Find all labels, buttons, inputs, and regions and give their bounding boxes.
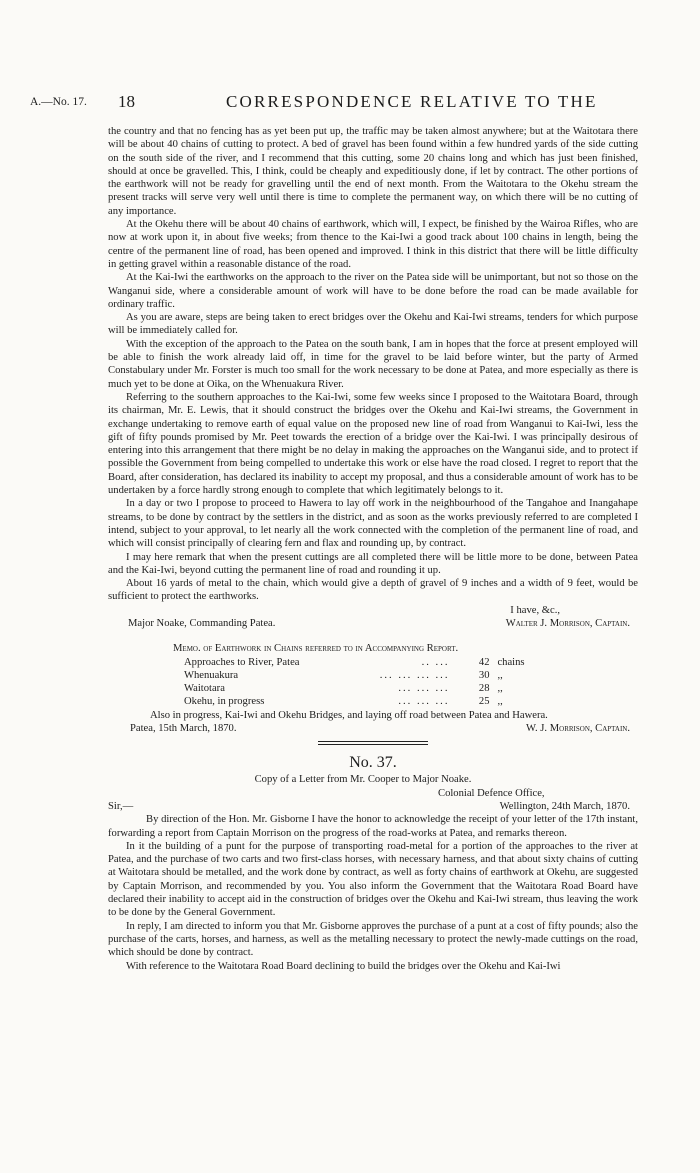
letter1-paragraph: Referring to the southern approaches to the Kai-Iwi, some few weeks since I proposed to the Waitotara Board, through its chairman, Mr. E. Lewis, that it should construct the bridges over the Okehu and Kai-Iwi streams, the Government in exchange undertaking to remove earth of equal value on the proposed new line of road from Wanganui to Kai-Iwi, less the gift of fifty pounds promised by Mr. Peet towards the erection of a bridge over the Kai-Iwi. I was principally desirous of entering into this arrangement that there might be no delay in making the approaches on the Wanganui side, and to protect if possible the Government from being compelled to undertake this work or else have the road closed. I regret to report that the Board, after consideration, has declared its inability to accept my proposal, and thus a considerable amount of work has to be undertaken by a force hardly strong enough to complete that which legitimately belongs to it. [108,391,638,497]
memo-row [184,669,525,682]
letter2-heading: Copy of a Letter from Mr. Cooper to Major Noake. [254,774,472,786]
letter1-closing: I have, &c., [510,604,560,616]
letter1-paragraph: At the Okehu there will be about 40 chains of earthwork, which will, I expect, be finished by the Wairoa Rifles, who are now at work upon it, in about five weeks; from thence to the Kai-Iwi a good track about 100 chains in length, being the centre of the permanent line of road, has been opened and improved. I think in this district that there will be little difficulty in getting gravel within a reasonable distance of the road. [108,219,638,270]
memo-label: Okehu, in progress [184,696,265,708]
letter1-paragraph: the country and that no fencing has as yet been put up, the traffic may be taken almost anywhere; but at the Waitotara there will be about 40 chains of cutting to protect. A bed of gravel has been found within a few hundred yards of the side cutting on the south side of the river, and I recommend that this cutting, some 20 chains long and which has just been finished, should at once be gravelled. This, I think, could be cheaply and expeditiously done, if let by contract. The other portions of the earthwork will not be ready for gravelling until the end of next month. From the Waitotara to the Okehu stream the present tracks will serve very well until there is time to complete the permanent way, on which there will be no cutting of any importance. [108,126,638,217]
letter1-paragraph: I may here remark that when the present cuttings are all completed there will be little more to be done, between Patea and the Kai-Iwi, beyond cutting the permanent line of road and rounding it up. [108,551,638,576]
memo-place-date: Patea, 15th March, 1870. [130,723,237,735]
memo-label: Waitotara [184,683,225,695]
letter2-salutation: Sir,— [108,800,134,812]
memo-title: Memo. of Earthwork in Chains referred to in Accompanying Report. [173,643,459,655]
memo-unit: ,, [497,669,503,681]
memo-signature-line [108,722,638,735]
page-header [30,92,670,114]
letter2-paragraph: In it the building of a punt for the purpose of transporting road-metal for a portion of the approaches to the river at Patea, and the purchase of two carts and two first-class horses, with necessary harness, and that about sixty chains of cutting at Waitotara should be metalled, and the work done by contract, as well as forty chains of earthwork at Okehu, are suggested by Captain Morrison, and recommended by you. You also inform the Government that the Waitotara Road Board have declared their inability to accept aid in the construction of bridges over the Okehu and Kai-Iwi stream, thus leaving the work to be done by the General Government. [108,840,638,919]
letter1-paragraph: At the Kai-Iwi the earthworks on the approach to the river on the Patea side will be unimportant, but not so those on the Wanganui side, where a considerable amount of work will have to be done before the road can be made available for ordinary traffic. [108,272,638,310]
running-title: CORRESPONDENCE RELATIVE TO THE [226,92,598,111]
memo-leader: ... ... ... ... [379,669,450,681]
memo-note: Also in progress, Kai-Iwi and Okehu Bridges, and laying off road between Patea and Hawera. [150,709,548,721]
section-divider-thin [318,744,428,745]
series-number: A.—No. 17. [30,96,87,108]
memo-label: Whenuakura [184,669,239,681]
memo-leader: .. ... [421,656,450,668]
memo-value: 30 [478,669,490,681]
memo-row [184,656,525,669]
letter1-paragraph: About 16 yards of metal to the chain, which would give a depth of gravel of 9 inches and a width of 9 feet, would be sufficient to protect the earthworks. [108,578,638,603]
memo-value: 42 [478,656,490,668]
letter1-signature-line [108,617,638,630]
letter1-signature: Walter J. Morrison, Captain. [505,617,630,629]
page-body [108,125,638,973]
memo-table [184,656,525,709]
memo-row [184,682,525,695]
letter1-addressee: Major Noake, Commanding Patea. [128,617,276,629]
memo-signature: W. J. Morrison, Captain. [525,723,630,735]
letter1-paragraph: As you are aware, steps are being taken to erect bridges over the Okehu and Kai-Iwi streams, tenders for which purpose will be immediately called for. [108,312,638,337]
memo-unit: chains [497,656,525,668]
document-number: No. 37. [349,754,397,772]
memo-leader: ... ... ... [398,683,450,695]
letter2-paragraph: With reference to the Waitotara Road Board declining to build the bridges over the Okehu and Kai-Iwi [126,960,561,972]
memo-value: 28 [478,683,490,695]
letter1-paragraph: With the exception of the approach to the Patea on the south bank, I am in hopes that the force at present employed will be able to finish the work already laid off, in time for the gravel to be laid before winter, but the party of Armed Constabulary under Mr. Forster is much too small for the work necessary to be done at Patea, and more especially as there is much yet to be done at Oika, on the Whenuakura River. [108,338,638,390]
memo-row [184,695,525,708]
memo-label: Approaches to River, Patea [184,656,300,668]
section-divider [318,741,428,742]
letter2-salutation-line [108,800,638,813]
letter1-paragraph: In a day or two I propose to proceed to Hawera to lay off work in the neighbourhood of the Tangahoe and Inangahape streams, to be done by contract by the settlers in the district, and as soon as the works previously referred to are completed I intend, subject to your approval, to let nearly all the work connected with the completion of the permanent line of road, and which will consist principally of clearing fern and flax and rounding up, by contract. [108,498,638,550]
memo-leader: ... ... ... [398,696,450,708]
letter2-place-date: Wellington, 24th March, 1870. [499,800,630,812]
memo-unit: ,, [497,696,503,708]
letter2-office: Colonial Defence Office, [438,787,545,799]
memo-unit: ,, [497,683,503,695]
page-number: 18 [118,92,135,111]
letter2-paragraph: By direction of the Hon. Mr. Gisborne I have the honor to acknowledge the receipt of your letter of the 17th instant, forwarding a report from Captain Morrison on the progress of the road-works at Patea, and remarks thereon. [108,814,638,839]
memo-value: 25 [478,696,490,708]
letter2-paragraph: In reply, I am directed to inform you that Mr. Gisborne approves the purchase of a punt at a cost of fifty pounds; also the purchase of the carts, horses, and harness, as well as the metalling necessary to protect the newly-made cuttings on the road, which should be done by contract. [108,920,638,959]
